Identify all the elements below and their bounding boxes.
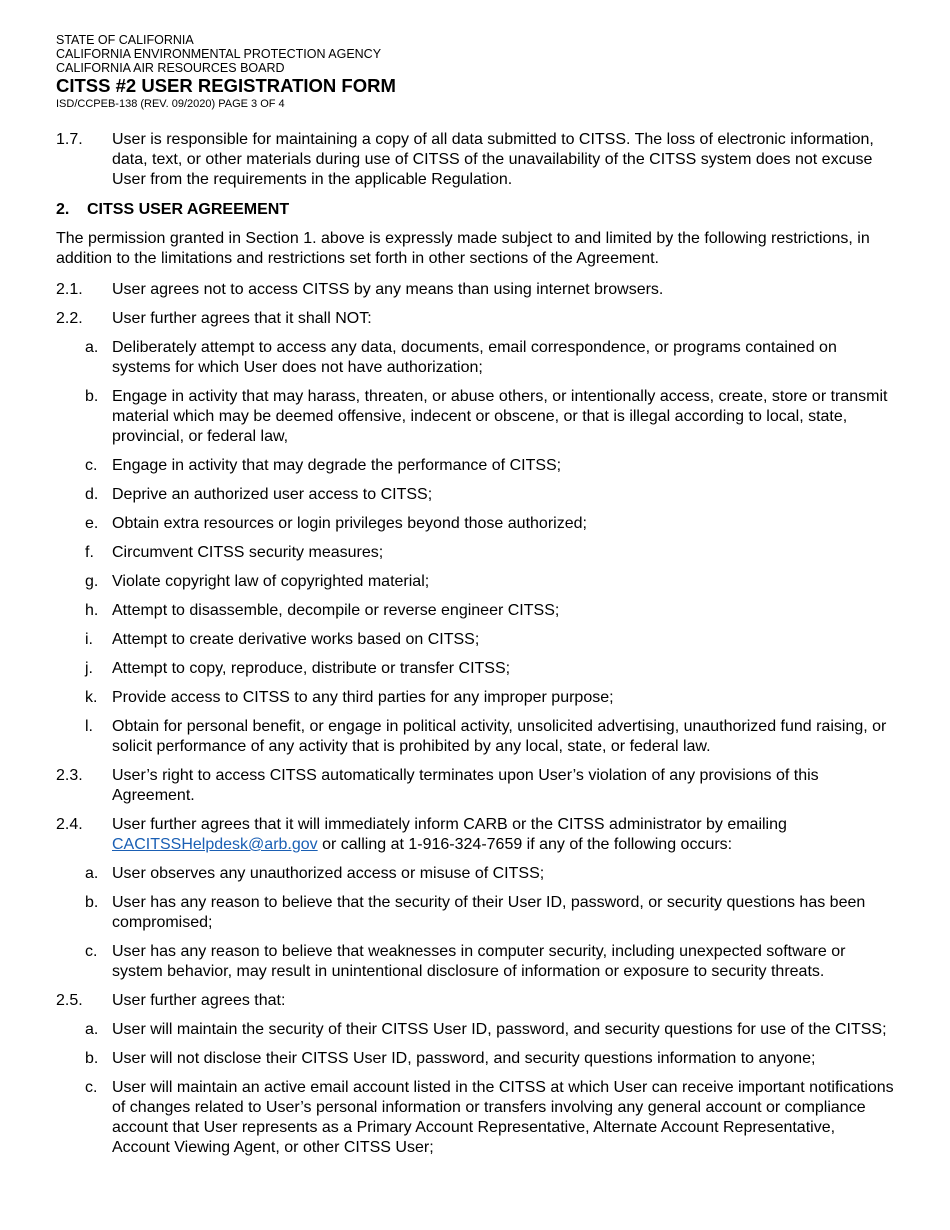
clause-number: 2.4. bbox=[56, 816, 83, 833]
subclause-2-2-l bbox=[56, 717, 896, 757]
subclause-2-5-c bbox=[56, 1078, 896, 1158]
clause-text: User agrees not to access CITSS by any means than using internet browsers. bbox=[112, 281, 664, 298]
subclause-text: Engage in activity that may harass, threaten, or abuse others, or intentionally access, create, store or transmit material which may be deemed offensive, indecent or obscene, or that is illegal according to local, state, provincial, or federal law, bbox=[112, 388, 888, 445]
agency-calepa: CALIFORNIA ENVIRONMENTAL PROTECTION AGENCY bbox=[56, 47, 382, 61]
subclause-text: User observes any unauthorized access or misuse of CITSS; bbox=[112, 865, 545, 882]
form-id: ISD/CCPEB-138 (REV. 09/2020) PAGE 3 OF 4 bbox=[56, 98, 285, 110]
subclause-2-2-c bbox=[56, 456, 896, 476]
subclause-2-2-k bbox=[56, 688, 896, 708]
subclause-text: Violate copyright law of copyrighted material; bbox=[112, 573, 430, 590]
subclause-letter: b. bbox=[85, 1050, 99, 1067]
clause-text: User is responsible for maintaining a copy of all data submitted to CITSS. The loss of electronic information, data, text, or other materials during use of CITSS of the unavailability of the CITSS system does not excuse User from the requirements in the applicable Regulation. bbox=[112, 131, 874, 188]
subclause-2-2-i bbox=[56, 630, 896, 650]
subclause-letter: c. bbox=[85, 1079, 98, 1096]
clause-text: User further agrees that: bbox=[112, 992, 286, 1009]
subclause-2-2-b bbox=[56, 387, 896, 447]
clause-1-7 bbox=[56, 130, 896, 190]
clause-text: User further agrees that it shall NOT: bbox=[112, 310, 372, 327]
clause-text-after: or calling at 1-916-324-7659 if any of the following occurs: bbox=[317, 836, 733, 853]
subclause-letter: a. bbox=[85, 339, 99, 356]
subclause-letter: b. bbox=[85, 894, 99, 911]
subclause-text: Deprive an authorized user access to CITSS; bbox=[112, 486, 433, 503]
subclause-text: Deliberately attempt to access any data, documents, email correspondence, or programs contained on systems for which User does not have authorization; bbox=[112, 339, 837, 376]
document-body bbox=[56, 130, 896, 1167]
subclause-text: User will maintain an active email account listed in the CITSS at which User can receive important notifications of changes related to User’s personal information or transfers involving any general account or compliance account that User represents as a Primary Account Representative, Alternate Account Representative, Account Viewing Agent, or other CITSS User; bbox=[112, 1079, 894, 1156]
subclause-text: Provide access to CITSS to any third parties for any improper purpose; bbox=[112, 689, 614, 706]
agency-state: STATE OF CALIFORNIA bbox=[56, 33, 194, 47]
subclause-text: Obtain extra resources or login privileges beyond those authorized; bbox=[112, 515, 587, 532]
subclause-2-2-g bbox=[56, 572, 896, 592]
subclause-text: Circumvent CITSS security measures; bbox=[112, 544, 384, 561]
subclause-text: User will maintain the security of their CITSS User ID, password, and security questions for use of the CITSS; bbox=[112, 1021, 887, 1038]
section-number: 2. bbox=[56, 201, 70, 218]
clause-number: 2.3. bbox=[56, 767, 83, 784]
subclause-text: User has any reason to believe that the security of their User ID, password, or security questions has been compromised; bbox=[112, 894, 866, 931]
clause-text: User’s right to access CITSS automatically terminates upon User’s violation of any provisions of this Agreement. bbox=[112, 767, 819, 804]
subclause-text: Attempt to copy, reproduce, distribute or transfer CITSS; bbox=[112, 660, 511, 677]
subclause-letter: d. bbox=[85, 486, 99, 503]
subclause-letter: c. bbox=[85, 943, 98, 960]
subclause-2-4-a bbox=[56, 864, 896, 884]
clause-number: 2.2. bbox=[56, 310, 83, 327]
subclause-2-2-j bbox=[56, 659, 896, 679]
clause-number: 2.5. bbox=[56, 992, 83, 1009]
subclause-letter: j. bbox=[85, 660, 93, 677]
subclause-text: Obtain for personal benefit, or engage in political activity, unsolicited advertising, unauthorized fund raising, or solicit performance of any activity that is prohibited by any local, state, or federal law. bbox=[112, 718, 887, 755]
subclause-2-2-a bbox=[56, 338, 896, 378]
subclause-letter: k. bbox=[85, 689, 98, 706]
subclause-2-5-b bbox=[56, 1049, 896, 1069]
subclause-text: User has any reason to believe that weaknesses in computer security, including unexpected software or system behavior, may result in unintentional disclosure of information or exposure to security threats. bbox=[112, 943, 846, 980]
section-2-intro: The permission granted in Section 1. above is expressly made subject to and limited by the following restrictions, in addition to the limitations and restrictions set forth in other sections of the Agreement. bbox=[56, 230, 870, 267]
subclause-letter: a. bbox=[85, 1021, 99, 1038]
clause-2-5 bbox=[56, 991, 896, 1011]
form-header bbox=[56, 33, 396, 111]
subclause-text: Attempt to disassemble, decompile or reverse engineer CITSS; bbox=[112, 602, 560, 619]
clause-text-before: User further agrees that it will immediately inform CARB or the CITSS administrator by emailing bbox=[112, 816, 787, 833]
clause-2-2 bbox=[56, 309, 896, 329]
subclause-2-4-c bbox=[56, 942, 896, 982]
section-2-heading bbox=[56, 200, 896, 220]
agency-carb: CALIFORNIA AIR RESOURCES BOARD bbox=[56, 61, 285, 75]
subclause-letter: g. bbox=[85, 573, 99, 590]
subclause-2-2-e bbox=[56, 514, 896, 534]
clause-2-4 bbox=[56, 815, 896, 855]
subclause-letter: e. bbox=[85, 515, 99, 532]
clause-2-3 bbox=[56, 766, 896, 806]
subclause-letter: i. bbox=[85, 631, 93, 648]
subclause-text: Engage in activity that may degrade the performance of CITSS; bbox=[112, 457, 562, 474]
subclause-letter: c. bbox=[85, 457, 98, 474]
helpdesk-email-link[interactable]: CACITSSHelpdesk@arb.gov bbox=[112, 836, 318, 853]
subclause-2-2-d bbox=[56, 485, 896, 505]
clause-2-1 bbox=[56, 280, 896, 300]
subclause-2-4-b bbox=[56, 893, 896, 933]
section-title: CITSS USER AGREEMENT bbox=[87, 201, 290, 218]
subclause-2-5-a bbox=[56, 1020, 896, 1040]
clause-number: 2.1. bbox=[56, 281, 83, 298]
subclause-text: Attempt to create derivative works based on CITSS; bbox=[112, 631, 480, 648]
clause-number: 1.7. bbox=[56, 131, 83, 148]
form-title: CITSS #2 USER REGISTRATION FORM bbox=[56, 75, 396, 96]
subclause-2-2-h bbox=[56, 601, 896, 621]
subclause-letter: l. bbox=[85, 718, 93, 735]
subclause-text: User will not disclose their CITSS User ID, password, and security questions information to anyone; bbox=[112, 1050, 816, 1067]
subclause-letter: h. bbox=[85, 602, 99, 619]
subclause-2-2-f bbox=[56, 543, 896, 563]
subclause-letter: a. bbox=[85, 865, 99, 882]
subclause-letter: f. bbox=[85, 544, 94, 561]
subclause-letter: b. bbox=[85, 388, 99, 405]
